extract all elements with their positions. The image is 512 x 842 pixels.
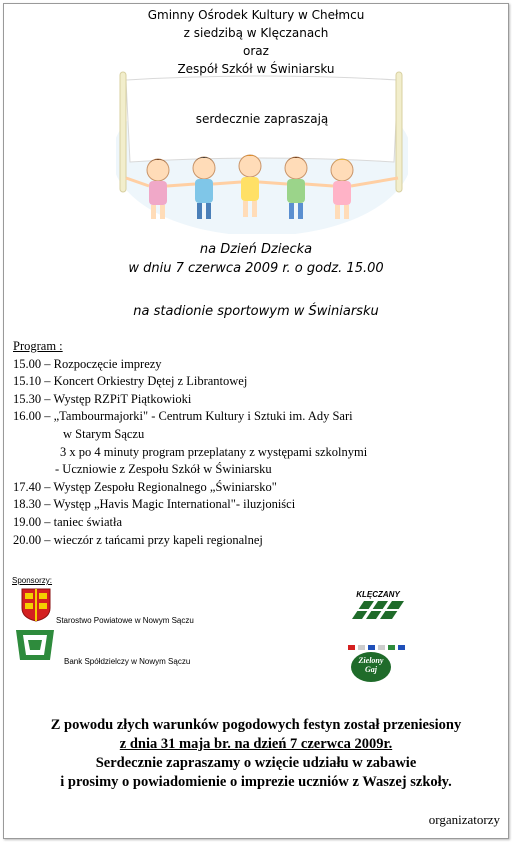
- header-line-2: z siedzibą w Klęczanach: [183, 26, 329, 40]
- children-banner-illustration: [116, 66, 408, 234]
- notice-line-2: z dnia 31 maja br. na dzień 7 czerwca 2009r.: [119, 736, 393, 752]
- kleczany-logo-text: KLĘCZANY: [356, 590, 400, 599]
- weather-notice: [4, 716, 508, 792]
- program-section: [13, 338, 503, 549]
- header-line-4: Zespół Szkół w Świniarsku: [177, 62, 335, 76]
- header-line-3: oraz: [243, 44, 269, 58]
- notice-line-3: Serdecznie zapraszamy o wzięcie udziału w zabawie: [95, 755, 417, 771]
- program-item-continuation: - Uczniowie z Zespołu Szkół w Świniarsku: [55, 462, 272, 477]
- program-item: 15.30 – Występ RZPiT Piątkowioki: [13, 391, 192, 406]
- program-item: 16.00 – „Tambourmajorki" - Centrum Kultury i Sztuki im. Ady Sari: [13, 409, 353, 424]
- program-item: 17.40 – Występ Zespołu Regionalnego „Świniarsko": [13, 479, 277, 494]
- event-place: na stadionie sportowym w Świniarsku: [133, 304, 379, 319]
- children-holding-banner-image: [116, 66, 408, 234]
- sponsor-bank-label: Bank Spółdzielczy w Nowym Sączu: [64, 657, 191, 666]
- program-item: 20.00 – wieczór z tańcami przy kapeli regionalnej: [13, 532, 263, 547]
- bank-logo-icon: [12, 626, 58, 664]
- flags-strip-icon: [346, 644, 412, 652]
- notice-line-4: i prosimy o powiadomienie o imprezie uczniów z Waszej szkoły.: [60, 774, 452, 790]
- program-item: 19.00 – taniec światła: [13, 514, 122, 529]
- event-date: w dniu 7 czerwca 2009 r. o godz. 15.00: [128, 261, 384, 276]
- banner-invite-text: serdecznie zapraszają: [195, 112, 329, 126]
- notice-line-1: Z powodu złych warunków pogodowych festyn został przeniesiony: [50, 717, 462, 733]
- zielony-gaj-line2: Gaj: [365, 665, 377, 674]
- program-item-continuation: w Starym Sączu: [63, 426, 145, 441]
- coat-of-arms-icon: [21, 588, 51, 622]
- sponsor-starostwo-label: Starostwo Powiatowe w Nowym Sączu: [56, 616, 194, 625]
- organizers-signature: organizatorzy: [428, 812, 500, 827]
- program-item: 15.00 – Rozpoczęcie imprezy: [13, 356, 162, 371]
- flyer-page: [3, 3, 509, 839]
- event-name: na Dzień Dziecka: [199, 242, 313, 257]
- sponsors-title: Sponsorzy:: [12, 576, 53, 585]
- program-title: Program :: [13, 339, 63, 353]
- zielony-gaj-line1: Zielony: [358, 656, 384, 665]
- program-item: 15.10 – Koncert Orkiestry Dętej z Librantowej: [13, 374, 248, 389]
- header-line-1: Gminny Ośrodek Kultury w Chełmcu: [147, 8, 365, 22]
- zielony-gaj-logo: [351, 652, 391, 682]
- kleczany-logo-icon: [350, 599, 406, 621]
- program-item-continuation: 3 x po 4 minuty program przeplatany z występami szkolnymi: [60, 444, 368, 459]
- program-item: 18.30 – Występ „Havis Magic International"- iluzjoniści: [13, 497, 296, 512]
